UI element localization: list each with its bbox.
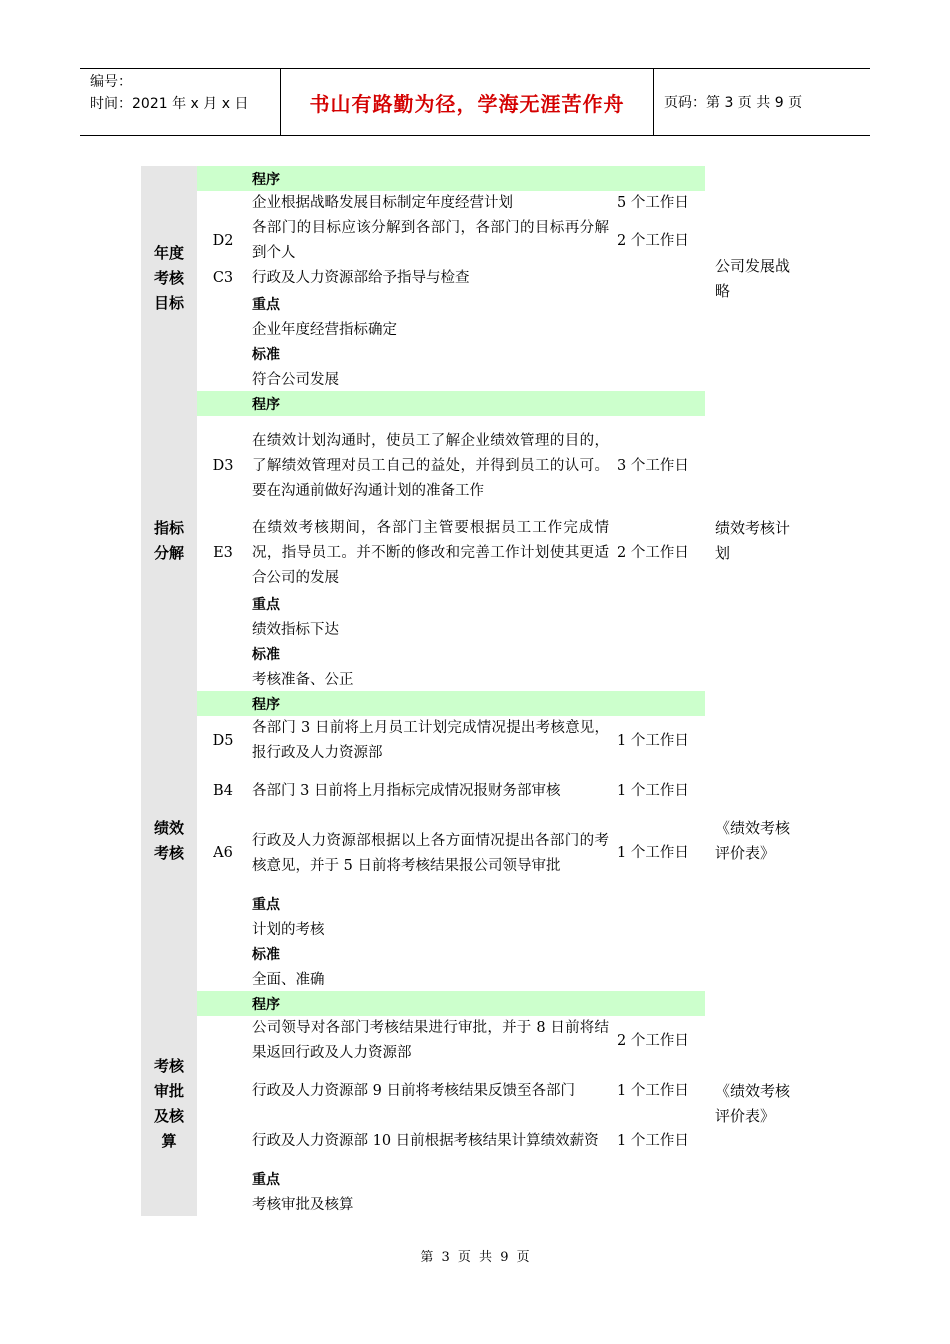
step-duration: 5 个工作日	[617, 195, 689, 211]
reference-column	[705, 991, 801, 1216]
heading-band	[613, 991, 705, 1016]
step-duration: 1 个工作日	[617, 1132, 689, 1149]
heading-band	[613, 691, 705, 716]
code-column	[197, 691, 249, 991]
reference-document: 《绩效考核评价表》	[715, 1081, 791, 1125]
heading-band	[613, 166, 705, 191]
step-duration: 1 个工作日	[617, 732, 689, 749]
step-duration: 1 个工作日	[617, 782, 689, 799]
heading-band	[197, 691, 249, 716]
key-point-text: 绩效指标下达	[252, 622, 339, 638]
procedure-heading: 程序	[249, 166, 613, 191]
step-duration: 2 个工作日	[617, 232, 689, 249]
step-text: 公司领导对各部门考核结果进行审批，并于 8 日前将结果返回行政及人力资源部	[252, 1020, 609, 1061]
key-point-label: 重点	[252, 896, 280, 913]
step-text: 行政及人力资源部 10 日前根据考核结果计算绩效薪资	[252, 1132, 599, 1149]
standard-label: 标准	[252, 646, 280, 663]
reference-column	[705, 391, 801, 691]
step-code: D5	[212, 732, 234, 749]
key-point-label: 重点	[252, 1171, 280, 1188]
step-duration: 1 个工作日	[617, 845, 689, 861]
step-code	[197, 191, 249, 216]
step-code: A6	[213, 845, 233, 861]
procedure-column	[249, 991, 613, 1216]
standard-label: 标准	[252, 346, 280, 363]
key-point-label: 重点	[252, 596, 280, 613]
step-text: 在绩效计划沟通时，使员工了解企业绩效管理的目的，了解绩效管理对员工自己的益处，并得到员工的认可。要在沟通前做好沟通计划的准备工作	[252, 432, 609, 499]
step-duration: 2 个工作日	[617, 545, 689, 561]
procedure-column	[249, 691, 613, 991]
header-meta	[80, 69, 281, 135]
code-column	[197, 991, 249, 1216]
header-page-info: 页码：第 3 页 共 9 页	[664, 95, 803, 111]
heading-band	[613, 391, 705, 416]
step-code: B4	[213, 782, 233, 799]
process-table	[141, 166, 801, 1216]
step-duration	[613, 266, 705, 291]
duration-column	[613, 391, 705, 691]
procedure-heading: 程序	[249, 391, 613, 416]
step-text: 行政及人力资源部根据以上各方面情况提出各部门的考核意见，并于 5 日前将考核结果报公司领导审批	[252, 832, 609, 874]
section-label: 绩效 考核	[141, 691, 197, 991]
standard-text: 考核准备、公正	[252, 672, 354, 688]
heading-band	[197, 991, 249, 1016]
standard-text: 符合公司发展	[252, 372, 339, 388]
reference-document: 《绩效考核评价表》	[715, 819, 791, 862]
key-point-text: 计划的考核	[252, 922, 325, 938]
step-duration: 3 个工作日	[617, 457, 689, 474]
code-column	[197, 166, 249, 391]
step-text: 行政及人力资源部给予指导与检查	[252, 270, 470, 286]
procedure-heading: 程序	[249, 691, 613, 716]
reference-document: 绩效考核计划	[715, 519, 791, 562]
procedure-column	[249, 166, 613, 391]
key-point-label: 重点	[252, 296, 280, 313]
duration-column	[613, 691, 705, 991]
page-footer: 第 3 页 共 9 页	[420, 1250, 530, 1265]
key-point-text: 考核审批及核算	[252, 1197, 354, 1213]
heading-band	[197, 166, 249, 191]
duration-column	[613, 991, 705, 1216]
step-code	[197, 1016, 249, 1066]
step-text: 行政及人力资源部 9 日前将考核结果反馈至各部门	[252, 1082, 575, 1099]
step-code: D2	[212, 232, 234, 249]
step-text: 各部门 3 日前将上月员工计划完成情况提出考核意见，报行政及人力资源部	[252, 720, 609, 761]
step-code: E3	[213, 545, 233, 561]
standard-label: 标准	[252, 946, 280, 963]
section-label: 年度 考核 目标	[141, 166, 197, 391]
section-label: 考核 审批 及核 算	[141, 991, 197, 1216]
reference-document: 公司发展战略	[715, 256, 791, 300]
step-duration: 1 个工作日	[617, 1082, 689, 1099]
document-date: 时间：2021 年 x 月 x 日	[90, 96, 249, 112]
reference-column	[705, 691, 801, 991]
heading-band	[197, 391, 249, 416]
code-column	[197, 391, 249, 691]
standard-text: 全面、准确	[252, 972, 325, 988]
section-label: 指标 分解	[141, 391, 197, 691]
step-text: 各部门的目标应该分解到各部门，各部门的目标再分解到个人	[252, 220, 609, 261]
reference-column	[705, 166, 801, 391]
step-text: 企业根据战略发展目标制定年度经营计划	[252, 195, 513, 211]
step-code: D3	[212, 457, 234, 474]
step-duration: 2 个工作日	[617, 1032, 689, 1049]
step-code	[197, 1116, 249, 1166]
step-text: 在绩效考核期间，各部门主管要根据员工工作完成情况，指导员工。并不断的修改和完善工作计划使其更适合公司的发展	[252, 520, 609, 586]
step-text: 各部门 3 日前将上月指标完成情况报财务部审核	[252, 782, 561, 799]
header-motto: 书山有路勤为径，学海无涯苦作舟	[281, 69, 654, 135]
step-code: C3	[212, 270, 234, 286]
page-header	[80, 68, 870, 136]
procedure-column	[249, 391, 613, 691]
procedure-heading: 程序	[249, 991, 613, 1016]
document-number-label: 编号：	[90, 74, 132, 90]
duration-column	[613, 166, 705, 391]
key-point-text: 企业年度经营指标确定	[252, 322, 397, 338]
step-code	[197, 1066, 249, 1116]
